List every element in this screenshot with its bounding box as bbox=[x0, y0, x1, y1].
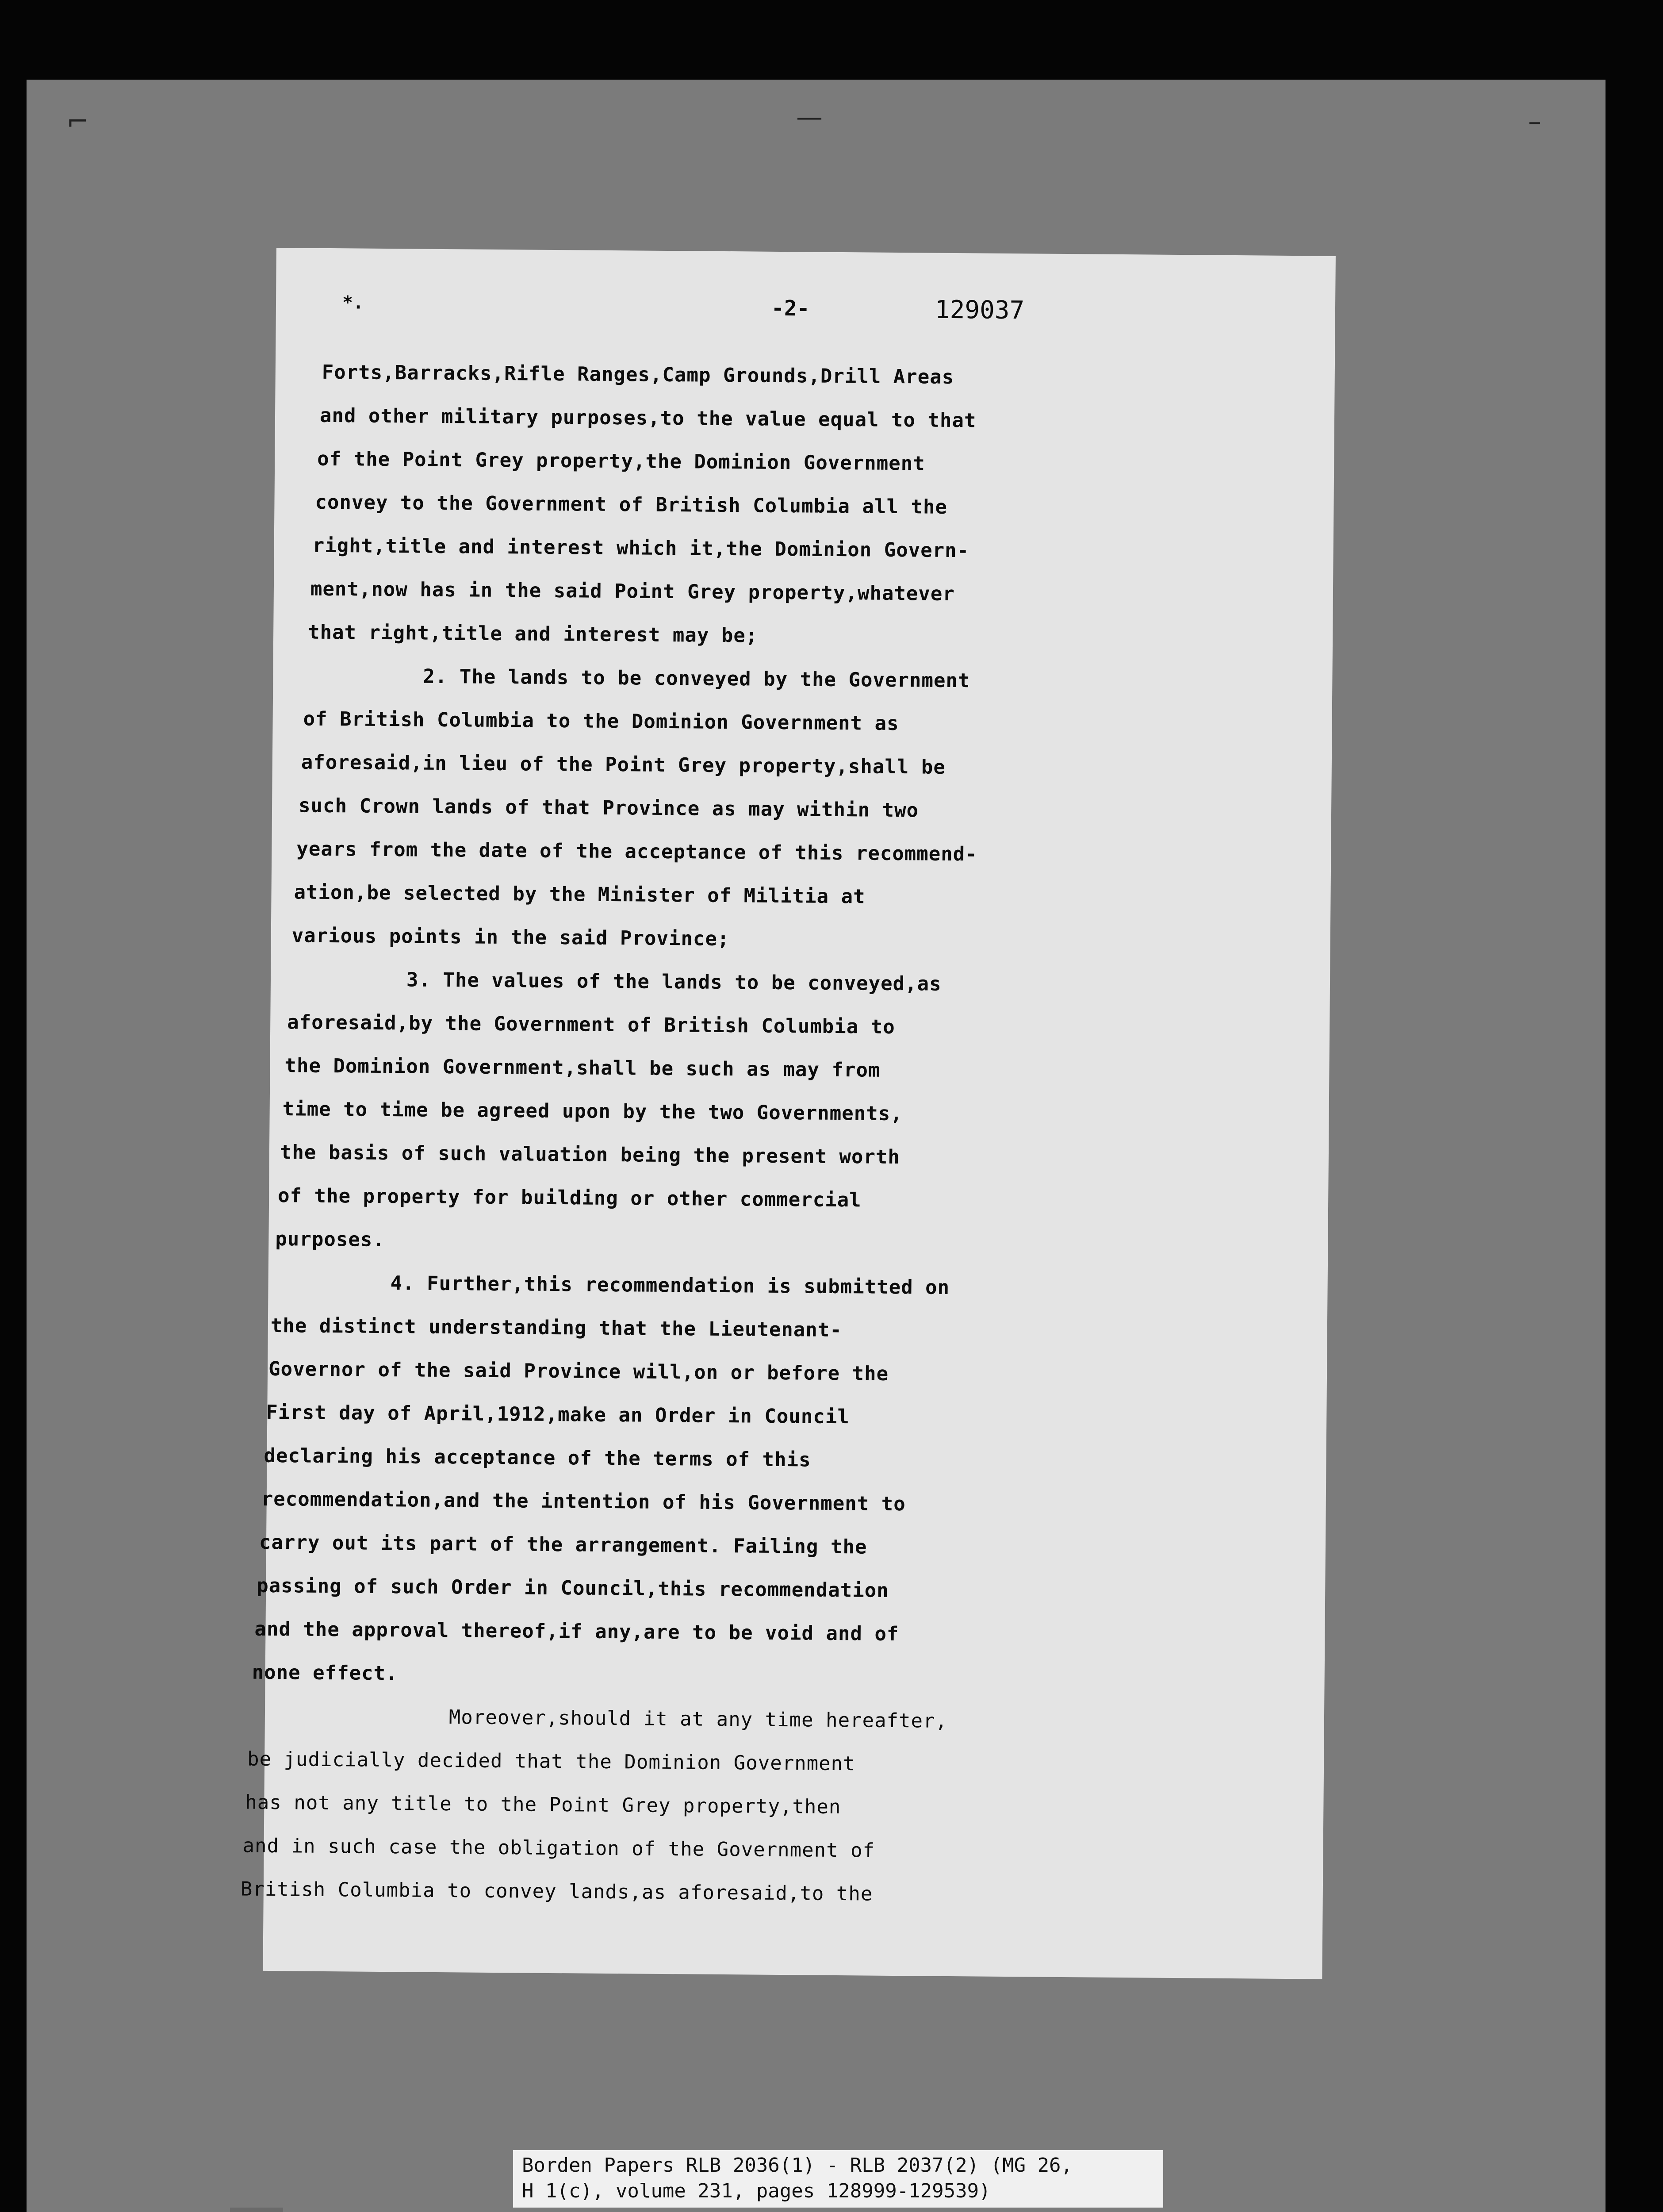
document-line: time to time be agreed upon by the two Governments, bbox=[282, 1098, 903, 1125]
document-line: ation,be selected by the Minister of Militia at bbox=[294, 881, 866, 908]
document-line: right,title and interest which it,the Dominion Govern- bbox=[312, 534, 969, 562]
document-line: and in such case the obligation of the Government of bbox=[242, 1834, 875, 1862]
document-line: Moreover,should it at any time hereafter, bbox=[448, 1706, 948, 1733]
document-line: carry out its part of the arrangement. Failing the bbox=[259, 1531, 867, 1559]
document-line: British Columbia to convey lands,as aforesaid,to the bbox=[240, 1878, 873, 1905]
caption-line-2: H 1(c), volume 231, pages 128999-129539) bbox=[522, 2180, 991, 2202]
document-line: has not any title to the Point Grey property,then bbox=[245, 1791, 841, 1819]
document-line: the distinct understanding that the Lieutenant- bbox=[270, 1314, 843, 1342]
archive-caption bbox=[513, 2150, 1163, 2208]
document-line: Forts,Barracks,Rifle Ranges,Camp Grounds,Drill Areas bbox=[322, 361, 954, 389]
document-line: be judicially decided that the Dominion Government bbox=[247, 1747, 855, 1775]
document-line: the basis of such valuation being the present worth bbox=[280, 1141, 900, 1169]
document-line: aforesaid,by the Government of British Columbia to bbox=[287, 1011, 895, 1039]
document-line: 4. Further,this recommendation is submitted on bbox=[390, 1272, 950, 1299]
typed-document-page bbox=[240, 248, 1336, 1979]
corner-mark: ⌐ bbox=[66, 106, 89, 137]
document-line: and other military purposes,to the value equal to that bbox=[319, 404, 977, 432]
document-line: ment,now has in the said Point Grey property,whatever bbox=[310, 577, 955, 606]
corner-mark: – bbox=[1528, 106, 1541, 137]
document-line: none effect. bbox=[252, 1661, 398, 1685]
tape-strip bbox=[230, 2208, 283, 2212]
document-line: the Dominion Government,shall be such as may from bbox=[284, 1054, 881, 1082]
document-line: declaring his acceptance of the terms of this bbox=[264, 1444, 811, 1471]
document-line: passing of such Order in Council,this recommendation bbox=[257, 1574, 889, 1602]
document-line: that right,title and interest may be; bbox=[307, 621, 758, 647]
document-line: 3. The values of the lands to be conveyed,as bbox=[406, 968, 942, 995]
document-line: purposes. bbox=[275, 1228, 385, 1251]
page-number: -2- bbox=[771, 296, 810, 321]
document-line: such Crown lands of that Province as may within two bbox=[298, 794, 919, 822]
document-id-stamp: 129037 bbox=[935, 295, 1025, 325]
document-line: of the Point Grey property,the Dominion Government bbox=[317, 447, 925, 475]
document-line: of British Columbia to the Dominion Government as bbox=[303, 707, 899, 735]
document-line: Governor of the said Province will,on or before the bbox=[268, 1357, 889, 1385]
document-line: aforesaid,in lieu of the Point Grey property,shall be bbox=[301, 751, 946, 779]
document-line: various points in the said Province; bbox=[291, 924, 730, 951]
document-line: and the approval thereof,if any,are to be void and of bbox=[254, 1617, 899, 1646]
document-line: recommendation,and the intention of his Government to bbox=[261, 1487, 906, 1516]
document-line: of the property for building or other commercial bbox=[277, 1184, 862, 1212]
document-line: 2. The lands to be conveyed by the Government bbox=[423, 665, 970, 692]
margin-mark: *. bbox=[342, 292, 364, 313]
document-line: years from the date of the acceptance of this recommend- bbox=[296, 837, 977, 866]
caption-line-1: Borden Papers RLB 2036(1) - RLB 2037(2) (MG 26, bbox=[522, 2154, 1073, 2177]
document-line: convey to the Government of British Columbia all the bbox=[315, 491, 948, 518]
document-line: First day of April,1912,make an Order in Council bbox=[266, 1401, 850, 1429]
top-mark: — bbox=[796, 102, 823, 133]
